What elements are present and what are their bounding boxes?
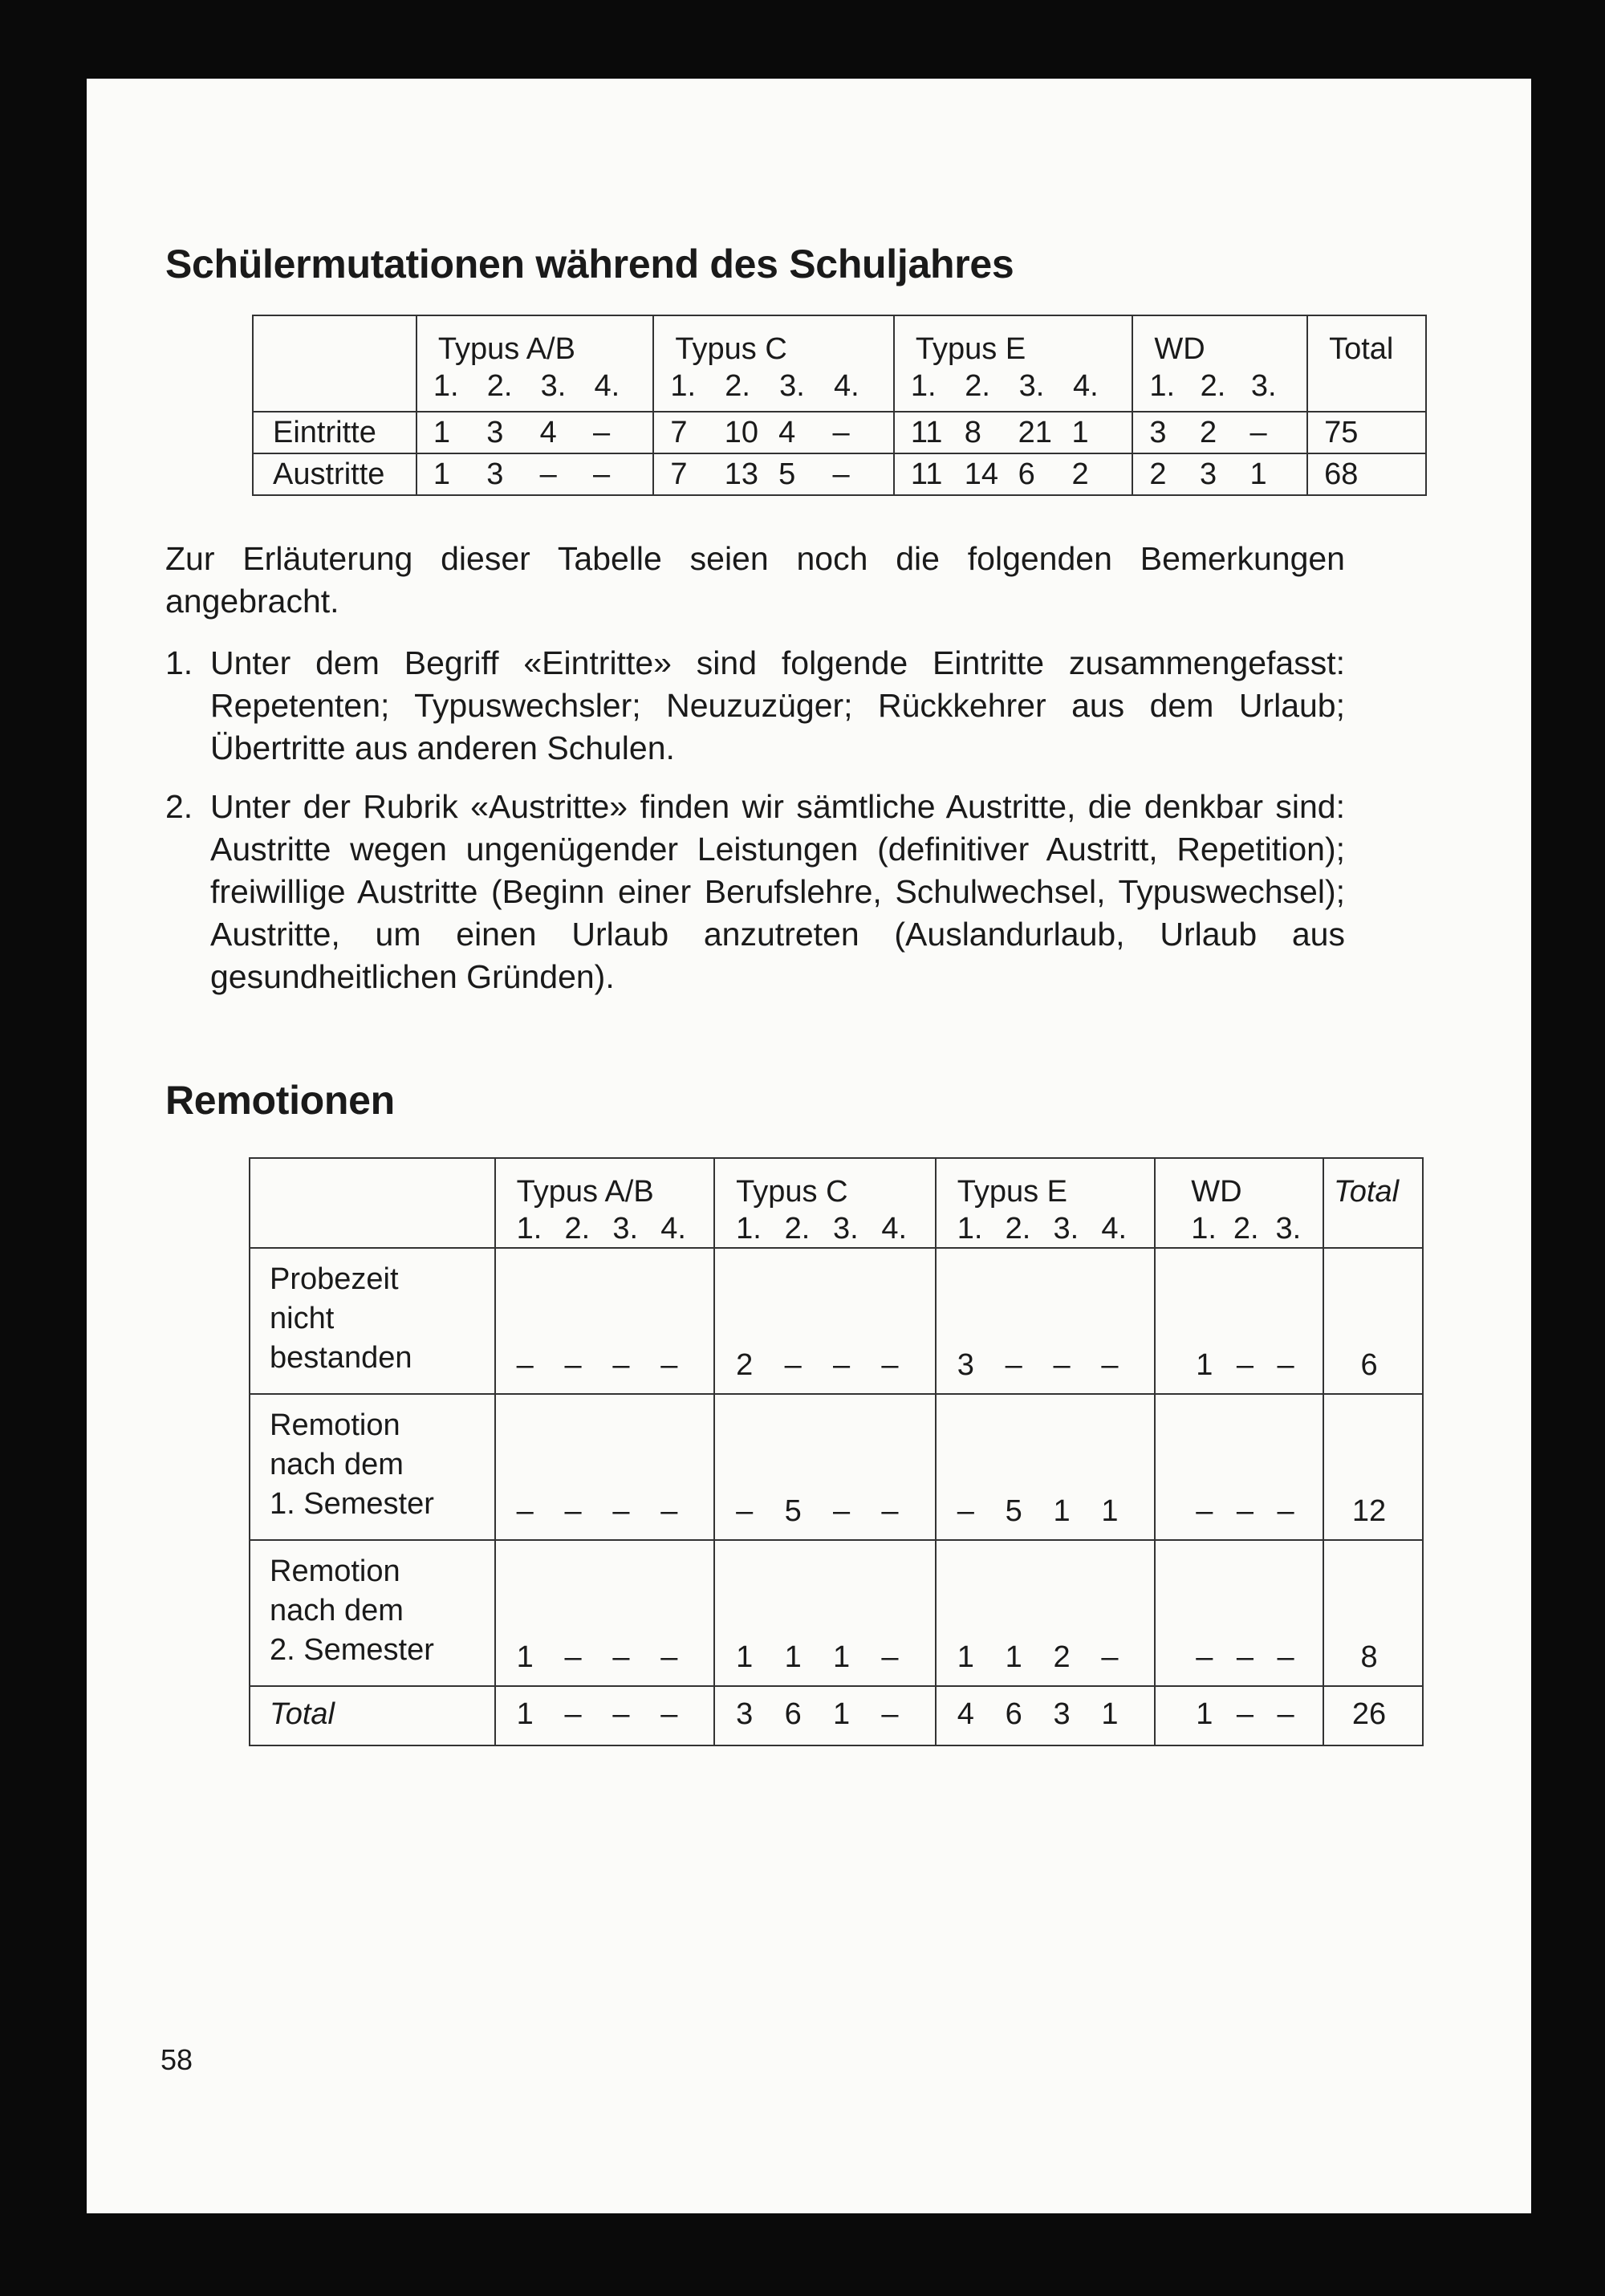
value-cell (495, 1248, 715, 1394)
value: 7 (670, 457, 688, 491)
table-row-remotion-2 (250, 1540, 1423, 1686)
value: 1 (832, 1640, 851, 1674)
header-row (253, 315, 1426, 412)
row-label-line: nach dem (270, 1448, 404, 1481)
table-row-eintritte (253, 412, 1426, 453)
value: 5 (778, 457, 796, 491)
value-cell (653, 453, 894, 495)
row-label-line: nicht (270, 1302, 335, 1335)
value-cell (1155, 1248, 1323, 1394)
year-headers (496, 1210, 714, 1247)
value: – (832, 1348, 851, 1382)
value: 1 (1196, 1697, 1213, 1731)
row-total (1323, 1540, 1423, 1686)
value: 21 (1018, 416, 1052, 449)
value: – (1277, 1494, 1294, 1528)
year-headers (1156, 1210, 1323, 1247)
row-label-line: Remotion (270, 1554, 400, 1588)
value: – (593, 416, 611, 449)
value: 13 (724, 457, 759, 491)
value: 2 (1071, 457, 1089, 491)
value: 3 (736, 1697, 754, 1731)
value-cell (495, 1394, 715, 1540)
remotions-table (249, 1157, 1424, 1746)
row-label-line: Remotion (270, 1408, 400, 1442)
value: – (1277, 1697, 1294, 1731)
year: 3. (1275, 1212, 1302, 1246)
value: – (1005, 1348, 1022, 1382)
value: 1 (1071, 416, 1089, 449)
year: 2. (486, 369, 513, 403)
header-row (250, 1158, 1423, 1248)
note-number: 1. (165, 644, 193, 681)
value-cell (894, 453, 1133, 495)
year: 3. (832, 1212, 859, 1246)
value: 5 (784, 1494, 802, 1528)
row-label (250, 1540, 495, 1686)
value: 1 (1101, 1494, 1119, 1528)
value: – (832, 1494, 851, 1528)
total-header (1307, 315, 1426, 412)
value: – (1249, 416, 1267, 449)
group-header (495, 1158, 715, 1248)
value: – (1277, 1640, 1294, 1674)
value: – (1101, 1348, 1119, 1382)
value: 4 (778, 416, 796, 449)
value: – (1236, 1640, 1254, 1674)
section-title-remotionen: Remotionen (165, 1078, 395, 1123)
value-cell (714, 1686, 936, 1745)
value: 2 (1199, 416, 1217, 449)
group-header (653, 315, 894, 412)
value-cell (894, 412, 1133, 453)
year: 3. (1053, 1212, 1079, 1246)
value-cell (495, 1686, 715, 1745)
note-text: Unter dem Begriff «Eintritte» sind folgende Eintritte zusammengefasst: Repetenten; Typuswechsler; Neuzuzüger; Rückkehrer aus dem Urlaub; Übertritte aus anderen Schulen. (210, 644, 1345, 766)
note-item (165, 642, 1345, 770)
total-row-label: Total (270, 1697, 335, 1731)
total-header (1323, 1158, 1423, 1248)
value: – (1236, 1697, 1254, 1731)
row-label-line: Probezeit (270, 1262, 399, 1296)
note-number: 2. (165, 788, 193, 825)
group-name: Typus E (957, 1175, 1068, 1209)
value-cell (936, 1248, 1156, 1394)
group-header (416, 315, 654, 412)
value-cell (1155, 1686, 1323, 1745)
year: 2. (1200, 369, 1226, 403)
group-name: Typus C (675, 332, 787, 366)
value: – (593, 457, 611, 491)
value: – (516, 1348, 534, 1382)
value: 1 (832, 1697, 851, 1731)
value: 1 (433, 416, 450, 449)
value: 1 (516, 1640, 534, 1674)
value-cell (416, 453, 654, 495)
row-total: 75 (1307, 412, 1426, 453)
value: 8 (964, 416, 981, 449)
value: 11 (910, 457, 943, 491)
year: 3. (540, 369, 567, 403)
value: 6 (1005, 1697, 1022, 1731)
mutations-table (252, 315, 1427, 496)
year: 1. (957, 1212, 983, 1246)
value: – (539, 457, 557, 491)
note-text: Unter der Rubrik «Austritte» finden wir sämtliche Austritte, die denkbar sind: Austritte wegen ungenügender Leistungen (definitiver Austritt, Repetition); freiwillige Austritte (Beginn einer Berufslehre, Schulwechsel, Typuswechsel); Austritte, um einen Urlaub anzutreten (Auslandurlaub, Urlaub aus gesundheitlichen Gründen). (210, 788, 1345, 995)
year: 3. (779, 369, 805, 403)
value: 2 (1149, 457, 1167, 491)
row-total-value: 6 (1360, 1348, 1378, 1382)
total-label: Total (1329, 332, 1394, 366)
value-cell (714, 1540, 936, 1686)
value: – (1053, 1348, 1071, 1382)
year-headers (937, 1210, 1155, 1247)
row-label-line: bestanden (270, 1341, 412, 1375)
value: – (1236, 1348, 1254, 1382)
value-cell (416, 412, 654, 453)
group-name: Typus A/B (437, 332, 575, 366)
year: 4. (660, 1212, 686, 1246)
value: – (881, 1697, 899, 1731)
value: – (612, 1494, 630, 1528)
intro-paragraph: Zur Erläuterung dieser Tabelle seien noch die folgenden Bemerkungen angebracht. (165, 540, 1345, 620)
year: 4. (1073, 369, 1099, 403)
value-cell (936, 1686, 1156, 1745)
table-row-austritte (253, 453, 1426, 495)
group-name: WD (1154, 332, 1205, 366)
value: – (564, 1348, 582, 1382)
year: 4. (594, 369, 620, 403)
value: 7 (670, 416, 688, 449)
value-cell (1155, 1540, 1323, 1686)
group-header (894, 315, 1133, 412)
value: – (1277, 1348, 1294, 1382)
value-cell (1155, 1394, 1323, 1540)
value: – (832, 457, 850, 491)
year: 1. (670, 369, 697, 403)
year-headers (1133, 368, 1306, 404)
row-total (1323, 1394, 1423, 1540)
value: 1 (736, 1640, 754, 1674)
year: 1. (910, 369, 937, 403)
value: 2 (1053, 1640, 1071, 1674)
grand-total-value: 26 (1351, 1697, 1387, 1731)
value: – (957, 1494, 974, 1528)
value-cell (936, 1394, 1156, 1540)
value: 3 (486, 416, 504, 449)
value: – (832, 416, 850, 449)
row-label: Eintritte (253, 412, 416, 453)
total-label: Total (1334, 1175, 1400, 1209)
table-row-probezeit (250, 1248, 1423, 1394)
value: – (736, 1494, 754, 1528)
value: – (660, 1697, 678, 1731)
value: – (660, 1494, 678, 1528)
value: 1 (1053, 1494, 1071, 1528)
year: 1. (1191, 1212, 1217, 1246)
value: – (564, 1640, 582, 1674)
value: – (1236, 1494, 1254, 1528)
year: 1. (1149, 369, 1176, 403)
value: 1 (1101, 1697, 1119, 1731)
group-name: Typus C (736, 1175, 848, 1209)
year: 2. (1233, 1212, 1259, 1246)
row-label (250, 1686, 495, 1745)
value: 6 (784, 1697, 802, 1731)
value: – (1196, 1494, 1213, 1528)
value: – (881, 1640, 899, 1674)
value: – (881, 1494, 899, 1528)
group-name: Typus E (915, 332, 1026, 366)
value: – (612, 1640, 630, 1674)
group-name: Typus A/B (516, 1175, 654, 1209)
value-cell (1132, 412, 1307, 453)
row-total (1323, 1686, 1423, 1745)
year-headers (895, 368, 1132, 404)
value: 3 (1199, 457, 1217, 491)
value: 6 (1018, 457, 1035, 491)
note-item (165, 786, 1345, 998)
group-header (936, 1158, 1156, 1248)
year: 1. (516, 1212, 542, 1246)
year: 4. (834, 369, 859, 403)
group-header (1132, 315, 1307, 412)
value: 2 (736, 1348, 754, 1382)
value: 10 (724, 416, 759, 449)
notes-list (165, 642, 1345, 1014)
group-header (714, 1158, 936, 1248)
value: 14 (964, 457, 999, 491)
value-cell (1132, 453, 1307, 495)
year: 3. (612, 1212, 639, 1246)
value: 3 (486, 457, 504, 491)
row-total: 68 (1307, 453, 1426, 495)
row-label-line: 1. Semester (270, 1487, 434, 1521)
value-cell (653, 412, 894, 453)
year: 3. (1018, 369, 1045, 403)
value: – (612, 1348, 630, 1382)
value: 1 (784, 1640, 802, 1674)
row-label (250, 1248, 495, 1394)
value: 4 (539, 416, 557, 449)
year: 1. (433, 369, 459, 403)
year: 1. (736, 1212, 762, 1246)
row-total (1323, 1248, 1423, 1394)
value: – (660, 1640, 678, 1674)
row-label (250, 1394, 495, 1540)
year: 2. (965, 369, 990, 403)
table-row-remotion-1 (250, 1394, 1423, 1540)
row-total-value: 8 (1360, 1640, 1378, 1674)
value-cell (936, 1540, 1156, 1686)
value: 11 (910, 416, 943, 449)
year: 4. (1101, 1212, 1128, 1246)
group-name: WD (1191, 1175, 1242, 1209)
value: 1 (1249, 457, 1267, 491)
value: 4 (957, 1697, 974, 1731)
value: – (660, 1348, 678, 1382)
row-label-line: nach dem (270, 1594, 404, 1628)
year: 2. (725, 369, 750, 403)
table-row-total (250, 1686, 1423, 1745)
value: 1 (516, 1697, 534, 1731)
value: 3 (957, 1348, 974, 1382)
year-headers (417, 368, 653, 404)
value-cell (495, 1540, 715, 1686)
year: 4. (881, 1212, 908, 1246)
value-cell (714, 1248, 936, 1394)
row-label-line: 2. Semester (270, 1633, 434, 1667)
corner-cell (253, 315, 416, 412)
row-total-value: 12 (1351, 1494, 1387, 1528)
value: – (784, 1348, 802, 1382)
value: – (1101, 1640, 1119, 1674)
value: 1 (1005, 1640, 1022, 1674)
corner-cell (250, 1158, 495, 1248)
value: – (1196, 1640, 1213, 1674)
value: 5 (1005, 1494, 1022, 1528)
year: 2. (564, 1212, 591, 1246)
section-title-schuelermutationen: Schülermutationen während des Schuljahres (165, 242, 1014, 286)
value: – (564, 1494, 582, 1528)
page-number: 58 (160, 2043, 193, 2076)
value: – (612, 1697, 630, 1731)
value-cell (714, 1394, 936, 1540)
value: 1 (433, 457, 450, 491)
value: 1 (1196, 1348, 1213, 1382)
group-header (1155, 1158, 1323, 1248)
year-headers (654, 368, 893, 404)
value: 3 (1053, 1697, 1071, 1731)
value: 3 (1149, 416, 1167, 449)
value: 1 (957, 1640, 974, 1674)
row-label: Austritte (253, 453, 416, 495)
year: 3. (1250, 369, 1277, 403)
year-headers (715, 1210, 935, 1247)
year: 2. (1005, 1212, 1031, 1246)
value: – (516, 1494, 534, 1528)
value: – (881, 1348, 899, 1382)
year: 2. (784, 1212, 811, 1246)
value: – (564, 1697, 582, 1731)
